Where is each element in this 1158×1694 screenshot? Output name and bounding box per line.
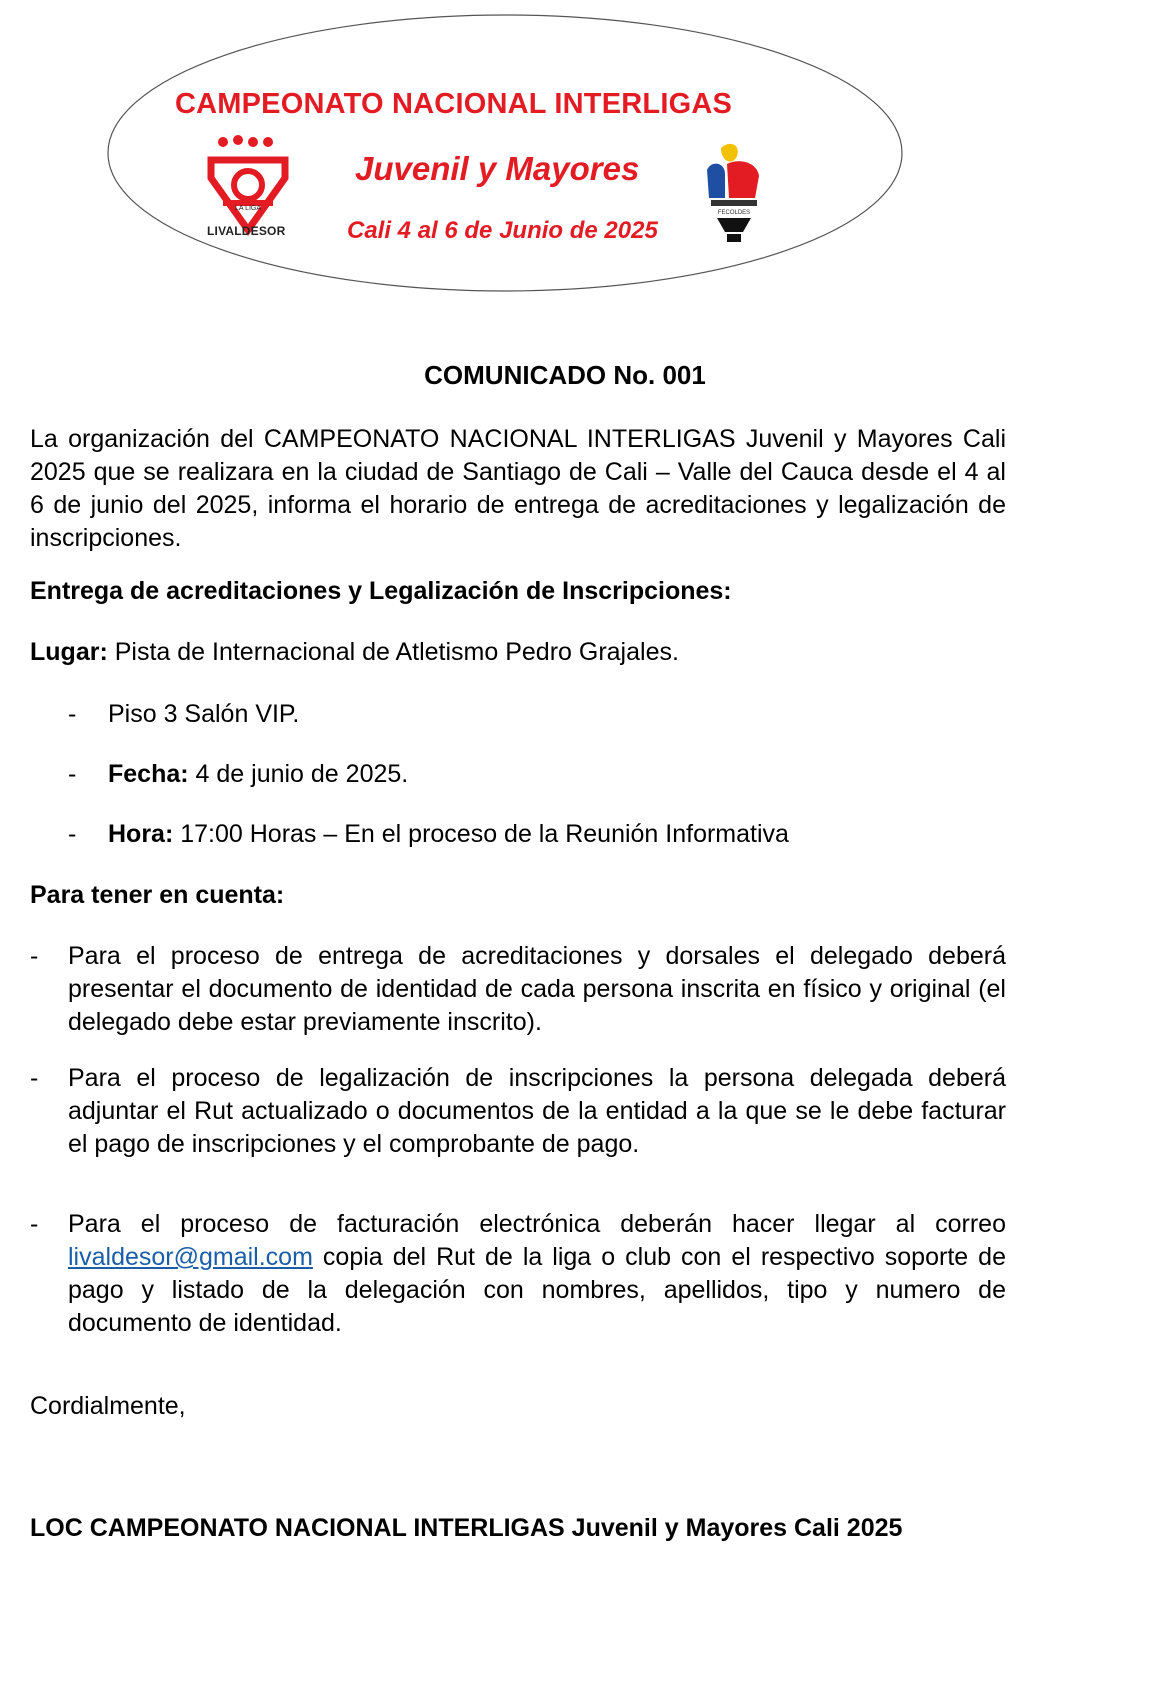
detail-value: 4 de junio de 2025. [188, 760, 409, 788]
detail-item-hora [108, 818, 1008, 851]
list-bullet: - [68, 760, 77, 788]
detail-item-location [108, 698, 1008, 731]
signature: LOC CAMPEONATO NACIONAL INTERLIGAS Juvenil y Mayores Cali 2025 [30, 1514, 903, 1542]
lugar-label: Lugar: [30, 638, 108, 666]
detail-label: Hora: [108, 820, 174, 848]
detail-label: Fecha: [108, 760, 189, 788]
section-heading-notes: Para tener en cuenta: [30, 881, 285, 909]
closing-text: Cordialmente, [30, 1392, 186, 1420]
note-item: Para el proceso de entrega de acreditaciones y dorsales el delegado deberá presentar el documento de identidad de cada persona inscrita en físico y original (el delegado debe estar previamente inscrito). [68, 942, 1006, 1036]
svg-text:FECOLDES: FECOLDES [717, 210, 751, 216]
email-link[interactable]: livaldesor@gmail.com [68, 1243, 313, 1271]
livaldesor-logo-text: LIVALDESOR [207, 224, 286, 238]
list-bullet: - [30, 942, 39, 970]
note-text: Para el proceso de facturación electrónica deberán hacer llegar al correo [68, 1210, 1006, 1238]
detail-value: 17:00 Horas – En el proceso de la Reunión Informativa [173, 820, 789, 848]
communique-title: COMUNICADO No. 001 [424, 360, 706, 390]
lugar-value: Pista de Internacional de Atletismo Pedro Grajales. [107, 638, 679, 666]
section-heading-accreditation: Entrega de acreditaciones y Legalización de Inscripciones: [30, 577, 732, 605]
banner-subtitle: Juvenil y Mayores [355, 150, 640, 187]
list-bullet: - [30, 1210, 39, 1238]
detail-item-fecha [108, 758, 1008, 791]
event-banner [105, 12, 905, 294]
list-bullet: - [68, 820, 77, 848]
lugar-line [30, 636, 1030, 669]
livaldesor-logo [203, 130, 293, 260]
note-text: copia del Rut de la liga o club con el respectivo soporte de pago y listado de la delegación con nombres, apellidos, tipo y numero de documento de identidad. [68, 1243, 1006, 1337]
banner-date: Cali 4 al 6 de Junio de 2025 [347, 217, 658, 244]
list-bullet: - [68, 700, 77, 728]
banner-title: CAMPEONATO NACIONAL INTERLIGAS [175, 88, 733, 120]
list-bullet: - [30, 1064, 39, 1092]
detail-value: Piso 3 Salón VIP. [108, 700, 300, 728]
note-item-billing [68, 1208, 1006, 1340]
svg-text:LA LIGA: LA LIGA [234, 205, 262, 212]
note-item: Para el proceso de legalización de inscripciones la persona delegada deberá adjuntar el Rut actualizado o documentos de la entidad a la que se le debe facturar el pago de inscripciones y el comprobante de pago. [68, 1064, 1006, 1158]
fecoldes-torch-logo [699, 140, 769, 248]
intro-paragraph: La organización del CAMPEONATO NACIONAL INTERLIGAS Juvenil y Mayores Cali 2025 que se realizara en la ciudad de Santiago de Cali – Valle del Cauca desde el 4 al 6 de junio del 2025, informa el horario de entrega de acreditaciones y legalización de inscripciones. [30, 425, 1006, 552]
